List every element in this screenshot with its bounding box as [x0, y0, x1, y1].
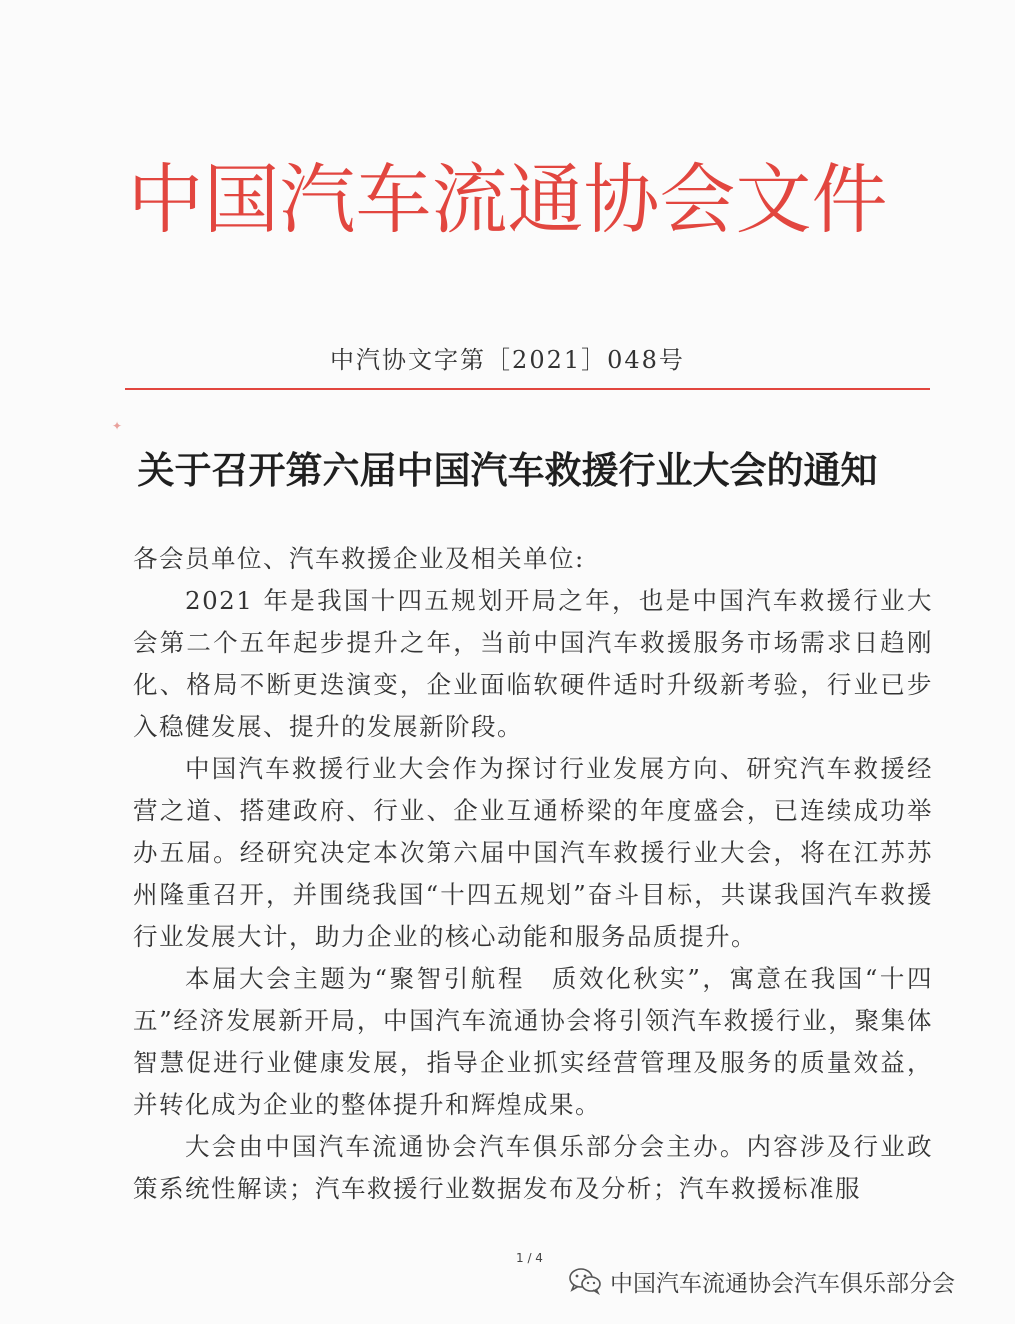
red-divider — [125, 388, 930, 390]
salutation: 各会员单位、汽车救援企业及相关单位: — [133, 544, 585, 573]
paragraph-2: 中国汽车救援行业大会作为探讨行业发展方向、研究汽车救援经营之道、搭建政府、行业、企业互通桥梁的年度盛会，已连续成功举办五届。经研究决定本次第六届中国汽车救援行业大会，将在江苏苏州隆重召开，并围绕我国“十四五规划”奋斗目标，共谋我国汽车救援行业发展大计，助力企业的核心动能和服务品质提升。 — [133, 754, 933, 951]
org-file-title: 中国汽车流通协会文件 — [127, 155, 888, 244]
document-number: 中汽协文字第［2021］048号 — [330, 346, 685, 374]
notice-body — [133, 538, 933, 1210]
page-indicator: 1 / 4 — [516, 1251, 543, 1265]
wechat-icon — [568, 1267, 602, 1295]
wechat-watermark — [568, 1262, 955, 1300]
paragraph-1: 2021 年是我国十四五规划开局之年，也是中国汽车救援行业大会第二个五年起步提升之年，当前中国汽车救援服务市场需求日趋刚化、格局不断更迭演变，企业面临软硬件适时升级新考验，行业已步入稳健发展、提升的发展新阶段。 — [133, 586, 933, 741]
scan-mark-icon: ✦ — [112, 419, 123, 433]
paragraph-4: 大会由中国汽车流通协会汽车俱乐部分会主办。内容涉及行业政策系统性解读；汽车救援行业数据发布及分析；汽车救援标准服 — [133, 1132, 933, 1203]
paragraph-3: 本届大会主题为“聚智引航程 质效化秋实”，寓意在我国“十四五”经济发展新开局，中国汽车流通协会将引领汽车救援行业，聚集体智慧促进行业健康发展，指导企业抓实经营管理及服务的质量效益，并转化成为企业的整体提升和辉煌成果。 — [133, 964, 933, 1119]
watermark-text: 中国汽车流通协会汽车俱乐部分会 — [610, 1270, 955, 1297]
notice-title: 关于召开第六届中国汽车救援行业大会的通知 — [137, 449, 878, 492]
